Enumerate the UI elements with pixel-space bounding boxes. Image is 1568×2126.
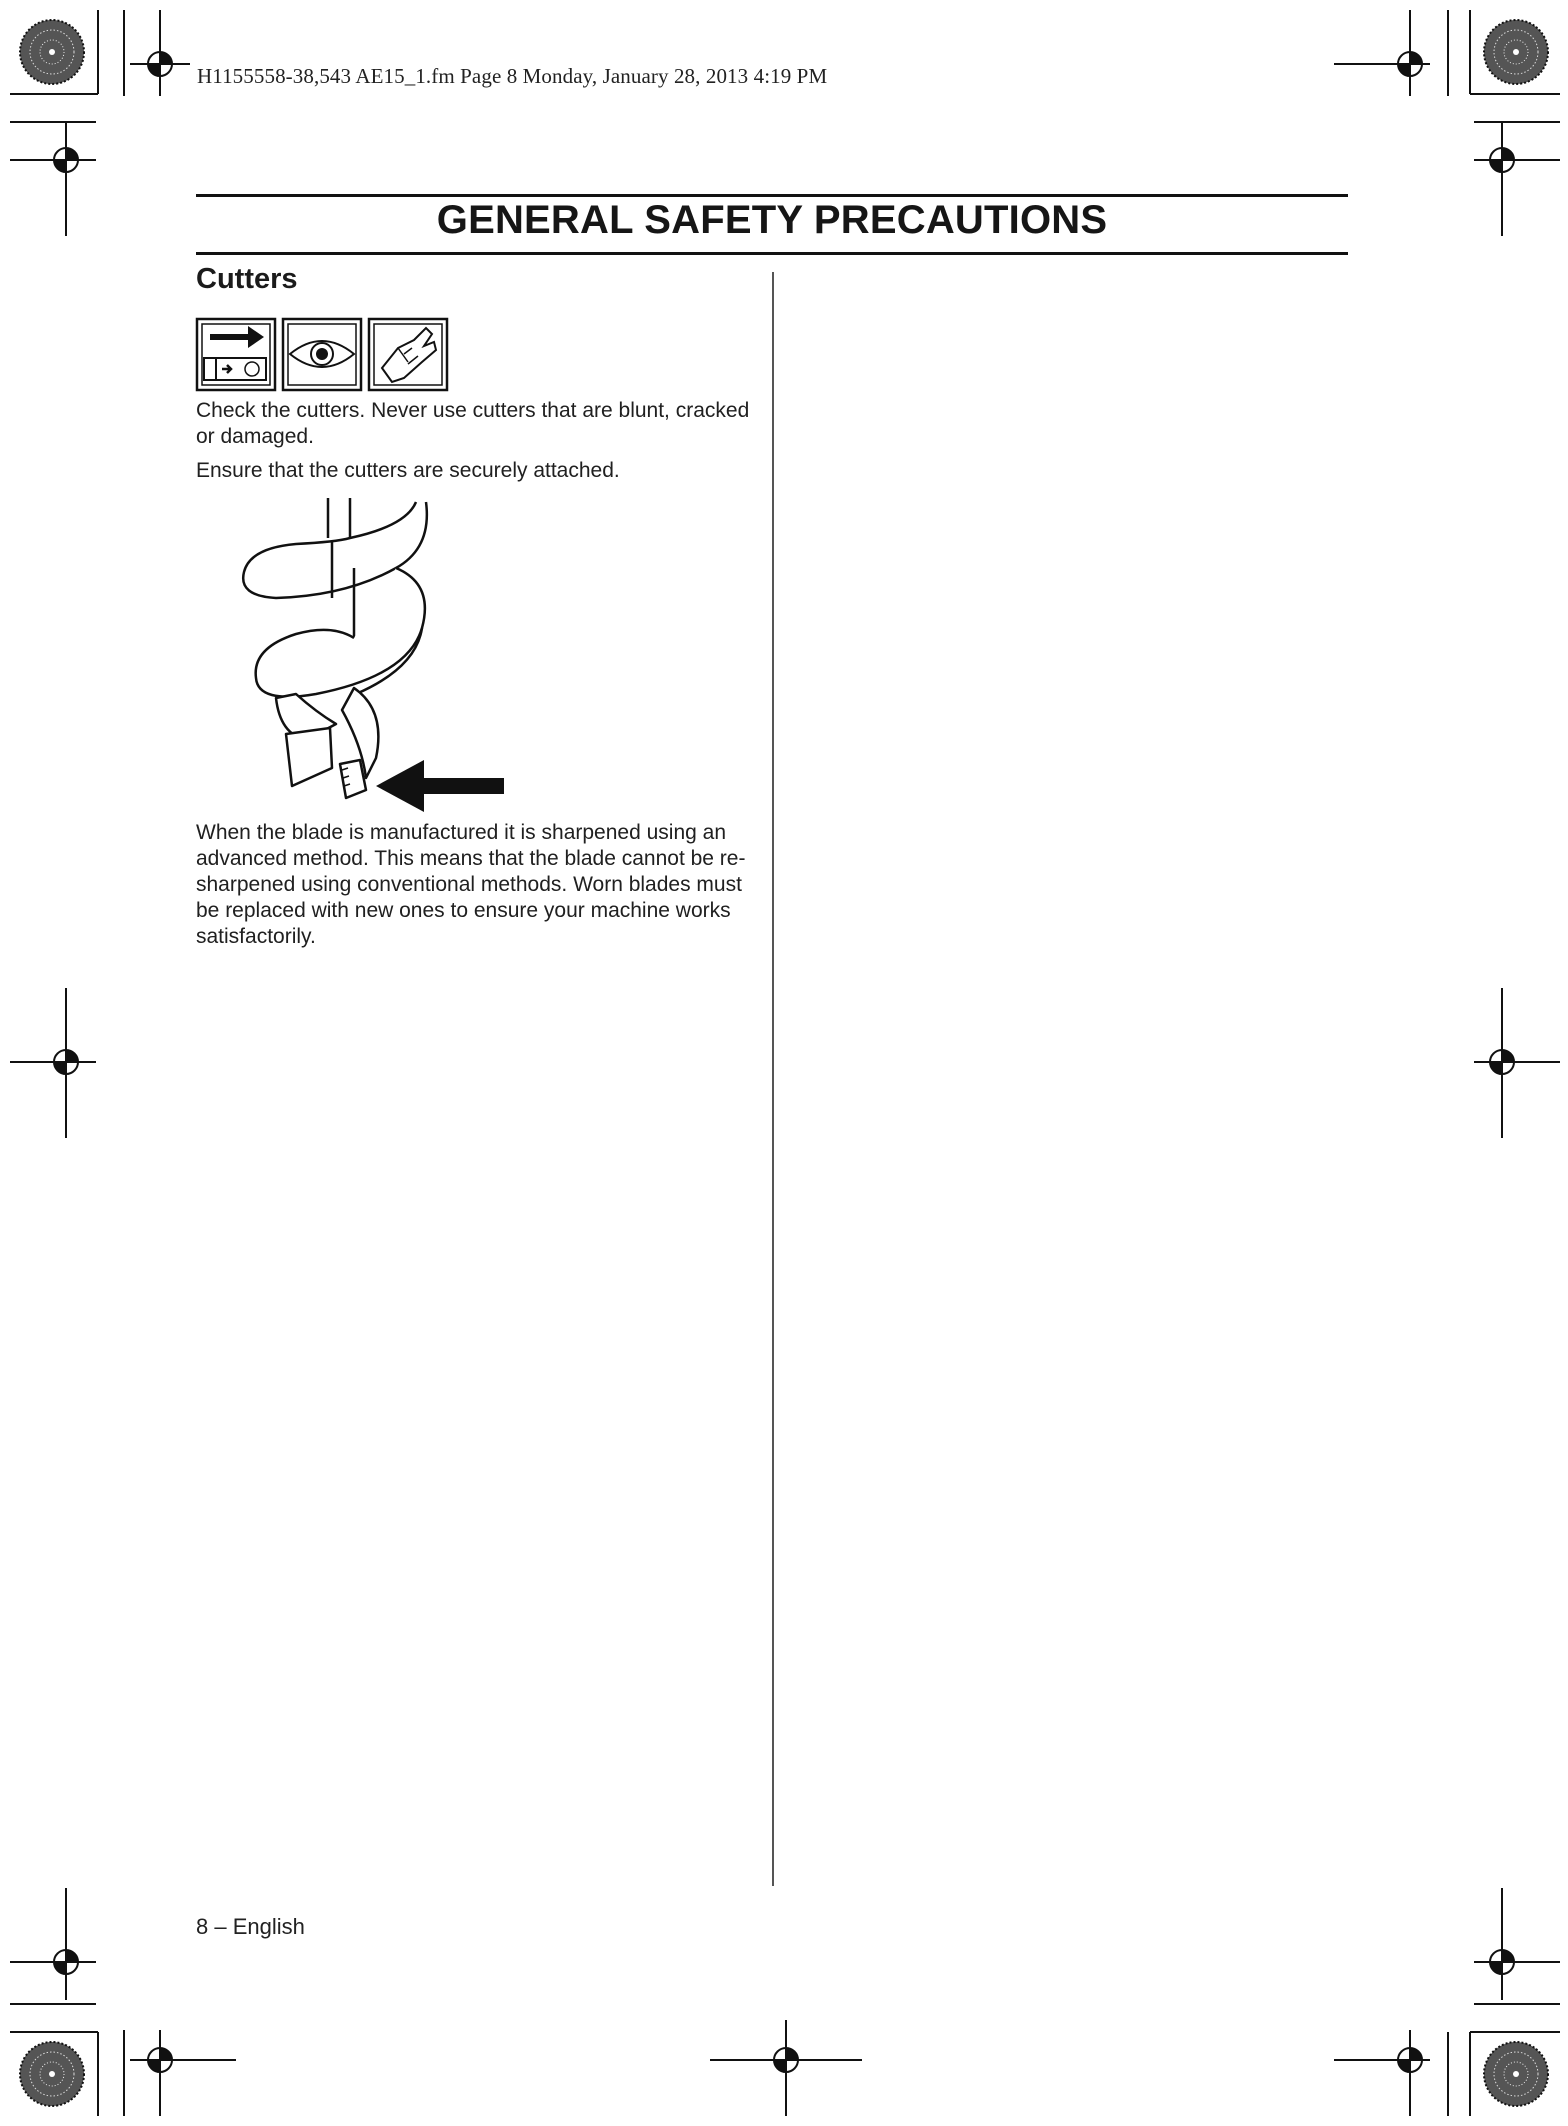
color-calibration-wheel-icon	[20, 20, 84, 84]
eye-protection-icon	[283, 319, 361, 390]
registration-mark-icon	[148, 2048, 172, 2072]
title-bottom-rule	[196, 252, 1348, 255]
registration-mark-icon	[1398, 2048, 1422, 2072]
title-top-rule	[196, 194, 1348, 197]
pointer-arrow-icon	[376, 760, 504, 812]
registration-mark-icon	[1490, 1950, 1514, 1974]
registration-mark-icon	[774, 2048, 798, 2072]
registration-mark-icon	[54, 1050, 78, 1074]
registration-mark-icon	[54, 1950, 78, 1974]
registration-mark-icon	[148, 52, 172, 76]
page-footer: 8 – English	[196, 1914, 305, 1939]
page-title: GENERAL SAFETY PRECAUTIONS	[436, 198, 1108, 242]
color-calibration-wheel-icon	[1484, 2042, 1548, 2106]
registration-mark-icon	[1398, 52, 1422, 76]
paragraph-blade-sharpening: When the blade is manufactured it is sharpened using an advanced method. This means that the blade cannot be re-sharpened using conventional methods. Worn blades must be replaced with new ones to ensure your machine works satisfactorily.	[196, 821, 746, 948]
safety-pictograms	[196, 318, 454, 392]
auger-cutter-illustration	[236, 498, 536, 816]
file-slug: H1155558-38,543 AE15_1.fm Page 8 Monday, January 28, 2013 4:19 PM	[197, 64, 828, 88]
registration-mark-icon	[54, 148, 78, 172]
section-heading: Cutters	[196, 263, 298, 295]
paragraph-check-cutters: Check the cutters. Never use cutters that are blunt, cracked or damaged.	[196, 399, 750, 448]
protective-glove-icon	[369, 319, 447, 390]
registration-mark-icon	[1490, 148, 1514, 172]
paragraph-secure-cutters: Ensure that the cutters are securely attached.	[196, 459, 620, 482]
column-divider	[772, 272, 774, 1886]
registration-mark-icon	[1490, 1050, 1514, 1074]
color-calibration-wheel-icon	[20, 2042, 84, 2106]
color-calibration-wheel-icon	[1484, 20, 1548, 84]
read-manual-icon	[197, 319, 275, 390]
